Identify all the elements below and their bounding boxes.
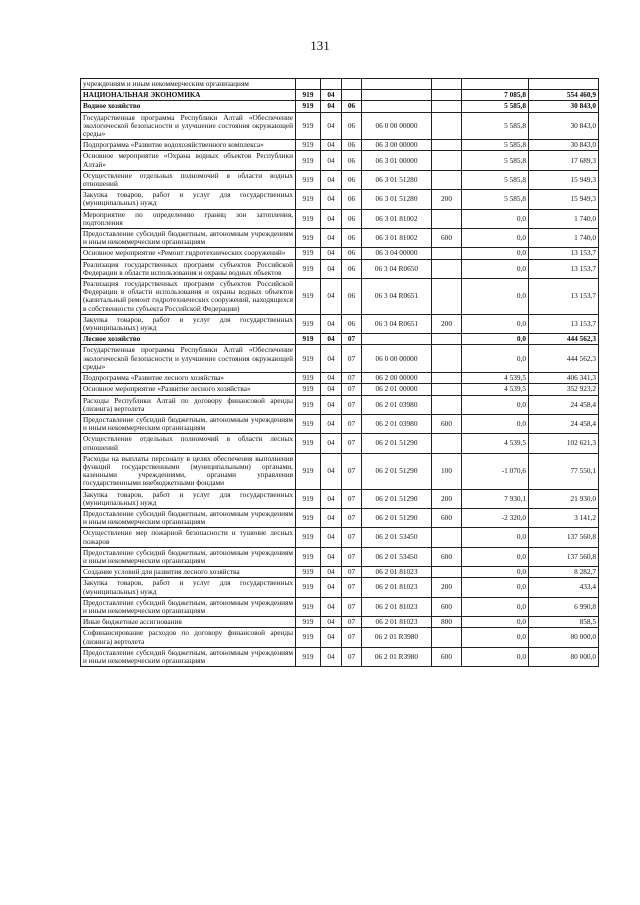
row-name-cell: Мероприятие по определению границ зон затопления, подтопления — [81, 209, 296, 228]
row-target-article-cell: 06 3 01 51280 — [362, 170, 432, 189]
row-total-amount-cell: 13 153,7 — [529, 248, 599, 259]
row-section-cell: 04 — [321, 528, 342, 547]
row-total-amount-cell: 13 153,7 — [529, 314, 599, 333]
row-total-amount-cell: 1 740,0 — [529, 229, 599, 248]
row-section-cell: 04 — [321, 112, 342, 140]
row-total-amount-cell: 15 949,3 — [529, 190, 599, 209]
table-row — [81, 345, 599, 373]
row-change-amount-cell: 0,0 — [462, 547, 529, 566]
row-subsection-cell: 06 — [342, 259, 362, 278]
row-target-article-cell: 06 2 01 03980 — [362, 395, 432, 414]
row-grbs-cell: 919 — [296, 647, 321, 666]
row-name-cell: Иные бюджетные ассигнования — [81, 617, 296, 628]
row-target-article-cell: 06 3 04 R0650 — [362, 259, 432, 278]
row-subsection-cell: 07 — [342, 597, 362, 616]
table-row — [81, 647, 599, 666]
row-change-amount-cell: 5 585,8 — [462, 190, 529, 209]
row-grbs-cell: 919 — [296, 489, 321, 508]
row-section-cell: 04 — [321, 434, 342, 453]
row-expense-type-cell: 600 — [432, 597, 462, 616]
row-subsection-cell: 06 — [342, 229, 362, 248]
row-change-amount-cell: 0,0 — [462, 628, 529, 647]
row-total-amount-cell: 24 458,4 — [529, 414, 599, 433]
row-change-amount-cell: 0,0 — [462, 314, 529, 333]
row-grbs-cell: 919 — [296, 259, 321, 278]
table-row — [81, 597, 599, 616]
row-name-cell: Закупка товаров, работ и услуг для государственных (муниципальных) нужд — [81, 190, 296, 209]
row-expense-type-cell — [432, 384, 462, 395]
row-grbs-cell: 919 — [296, 279, 321, 315]
row-expense-type-cell: 200 — [432, 578, 462, 597]
row-change-amount-cell: -1 070,6 — [462, 453, 529, 489]
row-total-amount-cell: 352 923,2 — [529, 384, 599, 395]
table-row — [81, 259, 599, 278]
row-section-cell: 04 — [321, 259, 342, 278]
row-name-cell: Основное мероприятие «Развитие лесного хозяйства» — [81, 384, 296, 395]
row-expense-type-cell — [432, 345, 462, 373]
row-subsection-cell — [342, 79, 362, 90]
row-subsection-cell: 07 — [342, 453, 362, 489]
row-change-amount-cell: 0,0 — [462, 647, 529, 666]
row-target-article-cell: 06 3 04 R0651 — [362, 279, 432, 315]
row-target-article-cell: 06 2 01 00000 — [362, 384, 432, 395]
row-subsection-cell: 07 — [342, 395, 362, 414]
row-expense-type-cell: 600 — [432, 647, 462, 666]
row-name-cell: Предоставление субсидий бюджетным, автономным учреждениям и иным некоммерческим организациям — [81, 647, 296, 666]
row-grbs-cell: 919 — [296, 414, 321, 433]
row-target-article-cell: 06 2 01 81023 — [362, 617, 432, 628]
row-change-amount-cell: 0,0 — [462, 279, 529, 315]
row-change-amount-cell: 0,0 — [462, 209, 529, 228]
row-name-cell: Предоставление субсидий бюджетным, автономным учреждениям и иным некоммерческим организациям — [81, 597, 296, 616]
table-row — [81, 229, 599, 248]
table-row — [81, 209, 599, 228]
row-expense-type-cell: 200 — [432, 489, 462, 508]
table-row — [81, 101, 599, 112]
row-total-amount-cell: 30 843,0 — [529, 140, 599, 151]
row-subsection-cell: 07 — [342, 628, 362, 647]
table-row — [81, 314, 599, 333]
row-change-amount-cell: 5 585,8 — [462, 101, 529, 112]
row-section-cell: 04 — [321, 628, 342, 647]
row-change-amount-cell: 0,0 — [462, 617, 529, 628]
row-total-amount-cell: 137 560,8 — [529, 547, 599, 566]
row-name-cell: Закупка товаров, работ и услуг для государственных (муниципальных) нужд — [81, 314, 296, 333]
row-target-article-cell — [362, 334, 432, 345]
row-target-article-cell: 06 2 01 03980 — [362, 414, 432, 433]
row-subsection-cell: 06 — [342, 190, 362, 209]
row-target-article-cell: 06 0 00 00000 — [362, 112, 432, 140]
row-expense-type-cell — [432, 112, 462, 140]
row-expense-type-cell — [432, 528, 462, 547]
row-grbs-cell: 919 — [296, 434, 321, 453]
table-row — [81, 170, 599, 189]
row-name-cell: Реализация государственных программ субъектов Российской Федерации в области использования и охраны водных объектов — [81, 259, 296, 278]
row-target-article-cell: 06 2 01 R3980 — [362, 628, 432, 647]
row-target-article-cell: 06 3 04 R0651 — [362, 314, 432, 333]
row-expense-type-cell — [432, 373, 462, 384]
row-total-amount-cell: 433,4 — [529, 578, 599, 597]
row-target-article-cell: 06 2 01 R3980 — [362, 647, 432, 666]
row-grbs-cell: 919 — [296, 151, 321, 170]
row-subsection-cell: 06 — [342, 151, 362, 170]
row-grbs-cell: 919 — [296, 101, 321, 112]
row-expense-type-cell — [432, 628, 462, 647]
row-subsection-cell: 06 — [342, 314, 362, 333]
row-grbs-cell: 919 — [296, 209, 321, 228]
table-row — [81, 547, 599, 566]
row-target-article-cell — [362, 101, 432, 112]
row-subsection-cell: 06 — [342, 279, 362, 315]
row-subsection-cell: 07 — [342, 414, 362, 433]
table-row — [81, 508, 599, 527]
row-target-article-cell: 06 3 04 00000 — [362, 248, 432, 259]
row-total-amount-cell: 858,5 — [529, 617, 599, 628]
row-change-amount-cell: 7 930,1 — [462, 489, 529, 508]
row-section-cell: 04 — [321, 567, 342, 578]
row-section-cell: 04 — [321, 140, 342, 151]
row-subsection-cell — [342, 90, 362, 101]
row-change-amount-cell: 0,0 — [462, 528, 529, 547]
row-section-cell: 04 — [321, 597, 342, 616]
row-name-cell: Софинансирование расходов по договору финансовой аренды (лизинга) вертолета — [81, 628, 296, 647]
row-target-article-cell — [362, 90, 432, 101]
row-change-amount-cell: 0,0 — [462, 229, 529, 248]
row-change-amount-cell: 0,0 — [462, 345, 529, 373]
row-grbs-cell: 919 — [296, 453, 321, 489]
table-row — [81, 617, 599, 628]
row-total-amount-cell: 406 341,3 — [529, 373, 599, 384]
row-grbs-cell: 919 — [296, 628, 321, 647]
row-total-amount-cell: 13 153,7 — [529, 259, 599, 278]
row-name-cell: Расходы Республики Алтай по договору финансовой аренды (лизинга) вертолета — [81, 395, 296, 414]
table-row — [81, 279, 599, 315]
row-change-amount-cell: 4 539,5 — [462, 434, 529, 453]
row-grbs-cell: 919 — [296, 140, 321, 151]
row-subsection-cell: 07 — [342, 578, 362, 597]
table-row — [81, 578, 599, 597]
row-target-article-cell: 06 2 01 53450 — [362, 528, 432, 547]
row-subsection-cell: 07 — [342, 489, 362, 508]
row-total-amount-cell: 444 562,3 — [529, 345, 599, 373]
row-expense-type-cell: 600 — [432, 229, 462, 248]
row-expense-type-cell: 600 — [432, 547, 462, 566]
row-target-article-cell: 06 2 01 51290 — [362, 434, 432, 453]
row-name-cell: учреждениям и иным некоммерческим организациям — [81, 79, 296, 90]
row-grbs-cell: 919 — [296, 508, 321, 527]
table-row — [81, 434, 599, 453]
row-name-cell: Расходы на выплаты персоналу в целях обеспечения выполнения функций государственными (муниципальными) органами, казенными учреждениями, органами управления государственными внебюджетными фондами — [81, 453, 296, 489]
row-total-amount-cell: 30 843,0 — [529, 101, 599, 112]
row-total-amount-cell: 21 930,0 — [529, 489, 599, 508]
row-expense-type-cell — [432, 434, 462, 453]
row-expense-type-cell: 100 — [432, 453, 462, 489]
row-total-amount-cell: 15 949,3 — [529, 170, 599, 189]
row-name-cell: НАЦИОНАЛЬНАЯ ЭКОНОМИКА — [81, 90, 296, 101]
row-expense-type-cell — [432, 101, 462, 112]
row-expense-type-cell — [432, 248, 462, 259]
row-total-amount-cell: 554 460,9 — [529, 90, 599, 101]
table-row — [81, 453, 599, 489]
row-subsection-cell: 07 — [342, 373, 362, 384]
row-target-article-cell: 06 3 01 81002 — [362, 229, 432, 248]
row-section-cell: 04 — [321, 647, 342, 666]
row-grbs-cell: 919 — [296, 229, 321, 248]
row-name-cell: Основное мероприятие «Ремонт гидротехнических сооружений» — [81, 248, 296, 259]
row-subsection-cell: 07 — [342, 547, 362, 566]
row-expense-type-cell: 600 — [432, 414, 462, 433]
row-expense-type-cell — [432, 334, 462, 345]
table-row — [81, 334, 599, 345]
row-target-article-cell: 06 2 01 53450 — [362, 547, 432, 566]
row-change-amount-cell: 0,0 — [462, 334, 529, 345]
row-subsection-cell: 07 — [342, 334, 362, 345]
row-change-amount-cell: 0,0 — [462, 414, 529, 433]
row-total-amount-cell: 102 621,3 — [529, 434, 599, 453]
row-target-article-cell: 06 2 01 81023 — [362, 578, 432, 597]
row-grbs-cell: 919 — [296, 112, 321, 140]
row-name-cell: Закупка товаров, работ и услуг для государственных (муниципальных) нужд — [81, 578, 296, 597]
row-subsection-cell: 07 — [342, 617, 362, 628]
table-row — [81, 112, 599, 140]
row-target-article-cell: 06 2 01 81023 — [362, 597, 432, 616]
table-row — [81, 248, 599, 259]
row-name-cell: Государственная программа Республики Алтай «Обеспечение экологической безопасности и улучшение состояния окружающей среды» — [81, 112, 296, 140]
row-total-amount-cell: 3 141,2 — [529, 508, 599, 527]
budget-table-body — [81, 79, 599, 667]
row-name-cell: Осуществление отдельных полномочий в области лесных отношений — [81, 434, 296, 453]
row-subsection-cell: 06 — [342, 140, 362, 151]
table-row — [81, 384, 599, 395]
row-section-cell: 04 — [321, 209, 342, 228]
row-total-amount-cell — [529, 79, 599, 90]
row-grbs-cell: 919 — [296, 190, 321, 209]
row-grbs-cell: 919 — [296, 248, 321, 259]
row-target-article-cell: 06 0 00 00000 — [362, 345, 432, 373]
row-name-cell: Подпрограмма «Развитие лесного хозяйства» — [81, 373, 296, 384]
row-subsection-cell: 07 — [342, 345, 362, 373]
row-change-amount-cell: 5 585,8 — [462, 140, 529, 151]
row-total-amount-cell: 6 990,8 — [529, 597, 599, 616]
table-row — [81, 373, 599, 384]
row-grbs-cell: 919 — [296, 314, 321, 333]
row-total-amount-cell: 17 689,3 — [529, 151, 599, 170]
row-target-article-cell: 06 2 01 81023 — [362, 567, 432, 578]
row-section-cell — [321, 79, 342, 90]
row-change-amount-cell: 4 539,5 — [462, 384, 529, 395]
row-grbs-cell: 919 — [296, 170, 321, 189]
table-row — [81, 151, 599, 170]
row-change-amount-cell: 4 539,5 — [462, 373, 529, 384]
table-row — [81, 395, 599, 414]
row-name-cell: Лесное хозяйство — [81, 334, 296, 345]
row-change-amount-cell: -2 320,0 — [462, 508, 529, 527]
row-grbs-cell: 919 — [296, 567, 321, 578]
row-subsection-cell: 06 — [342, 101, 362, 112]
row-subsection-cell: 07 — [342, 508, 362, 527]
row-expense-type-cell — [432, 209, 462, 228]
page-number: 131 — [310, 38, 330, 53]
row-name-cell: Государственная программа Республики Алтай «Обеспечение экологической безопасности и улучшение состояния окружающей среды» — [81, 345, 296, 373]
row-name-cell: Подпрограмма «Развитие водохозяйственного комплекса» — [81, 140, 296, 151]
row-expense-type-cell — [432, 170, 462, 189]
row-expense-type-cell — [432, 279, 462, 315]
row-name-cell: Закупка товаров, работ и услуг для государственных (муниципальных) нужд — [81, 489, 296, 508]
row-expense-type-cell: 200 — [432, 314, 462, 333]
row-section-cell: 04 — [321, 508, 342, 527]
row-total-amount-cell: 444 562,3 — [529, 334, 599, 345]
row-section-cell: 04 — [321, 617, 342, 628]
row-section-cell: 04 — [321, 170, 342, 189]
row-total-amount-cell: 30 843,0 — [529, 112, 599, 140]
row-subsection-cell: 06 — [342, 248, 362, 259]
row-total-amount-cell: 80 000,0 — [529, 647, 599, 666]
row-grbs-cell — [296, 79, 321, 90]
row-grbs-cell: 919 — [296, 617, 321, 628]
row-change-amount-cell: 0,0 — [462, 248, 529, 259]
row-grbs-cell: 919 — [296, 345, 321, 373]
row-section-cell: 04 — [321, 373, 342, 384]
row-grbs-cell: 919 — [296, 384, 321, 395]
row-change-amount-cell: 0,0 — [462, 578, 529, 597]
row-target-article-cell: 06 3 01 51280 — [362, 190, 432, 209]
row-name-cell: Основное мероприятие «Охрана водных объектов Республики Алтай» — [81, 151, 296, 170]
row-target-article-cell: 06 2 00 00000 — [362, 373, 432, 384]
row-name-cell: Предоставление субсидий бюджетным, автономным учреждениям и иным некоммерческим организациям — [81, 414, 296, 433]
table-row — [81, 528, 599, 547]
row-name-cell: Водное хозяйство — [81, 101, 296, 112]
row-total-amount-cell: 24 458,4 — [529, 395, 599, 414]
row-change-amount-cell: 5 585,8 — [462, 170, 529, 189]
row-target-article-cell — [362, 79, 432, 90]
row-section-cell: 04 — [321, 248, 342, 259]
row-section-cell: 04 — [321, 384, 342, 395]
row-section-cell: 04 — [321, 345, 342, 373]
row-expense-type-cell — [432, 151, 462, 170]
row-change-amount-cell: 0,0 — [462, 395, 529, 414]
row-section-cell: 04 — [321, 229, 342, 248]
row-section-cell: 04 — [321, 279, 342, 315]
row-grbs-cell: 919 — [296, 597, 321, 616]
row-change-amount-cell: 0,0 — [462, 259, 529, 278]
row-total-amount-cell: 1 740,0 — [529, 209, 599, 228]
table-row — [81, 90, 599, 101]
row-name-cell: Осуществление отдельных полномочий в области водных отношений — [81, 170, 296, 189]
row-section-cell: 04 — [321, 395, 342, 414]
row-change-amount-cell: 5 585,8 — [462, 151, 529, 170]
row-total-amount-cell: 137 560,8 — [529, 528, 599, 547]
row-section-cell: 04 — [321, 314, 342, 333]
row-expense-type-cell — [432, 140, 462, 151]
row-target-article-cell: 06 2 01 51290 — [362, 508, 432, 527]
row-subsection-cell: 07 — [342, 434, 362, 453]
table-row — [81, 190, 599, 209]
row-section-cell: 04 — [321, 151, 342, 170]
row-total-amount-cell: 13 153,7 — [529, 279, 599, 315]
row-expense-type-cell: 600 — [432, 508, 462, 527]
table-row — [81, 79, 599, 90]
row-section-cell: 04 — [321, 101, 342, 112]
row-target-article-cell: 06 3 01 00000 — [362, 151, 432, 170]
row-subsection-cell: 06 — [342, 170, 362, 189]
row-subsection-cell: 06 — [342, 209, 362, 228]
row-expense-type-cell — [432, 395, 462, 414]
row-change-amount-cell: 0,0 — [462, 567, 529, 578]
table-row — [81, 628, 599, 647]
row-name-cell: Создание условий для развития лесного хозяйства — [81, 567, 296, 578]
row-expense-type-cell — [432, 567, 462, 578]
row-section-cell: 04 — [321, 334, 342, 345]
row-section-cell: 04 — [321, 578, 342, 597]
row-grbs-cell: 919 — [296, 578, 321, 597]
row-name-cell: Предоставление субсидий бюджетным, автономным учреждениям и иным некоммерческим организациям — [81, 508, 296, 527]
row-section-cell: 04 — [321, 547, 342, 566]
row-section-cell: 04 — [321, 489, 342, 508]
row-change-amount-cell — [462, 79, 529, 90]
row-grbs-cell: 919 — [296, 547, 321, 566]
table-row — [81, 489, 599, 508]
row-grbs-cell: 919 — [296, 395, 321, 414]
row-subsection-cell: 07 — [342, 567, 362, 578]
row-name-cell: Осуществление мер пожарной безопасности и тушение лесных пожаров — [81, 528, 296, 547]
row-section-cell: 04 — [321, 90, 342, 101]
row-grbs-cell: 919 — [296, 334, 321, 345]
row-subsection-cell: 07 — [342, 528, 362, 547]
row-grbs-cell: 919 — [296, 528, 321, 547]
row-section-cell: 04 — [321, 414, 342, 433]
row-subsection-cell: 07 — [342, 647, 362, 666]
row-expense-type-cell — [432, 79, 462, 90]
row-expense-type-cell: 800 — [432, 617, 462, 628]
table-row — [81, 140, 599, 151]
row-total-amount-cell: 80 000,0 — [529, 628, 599, 647]
budget-table — [80, 78, 599, 667]
row-subsection-cell: 07 — [342, 384, 362, 395]
row-section-cell: 04 — [321, 190, 342, 209]
row-change-amount-cell: 7 085,8 — [462, 90, 529, 101]
row-name-cell: Реализация государственных программ субъектов Российской Федерации в области использования и охраны водных объектов (капитальный ремонт гидротехнических сооружений, находящихся в собственности субъекта Российской Федерации) — [81, 279, 296, 315]
row-expense-type-cell — [432, 259, 462, 278]
row-grbs-cell: 919 — [296, 373, 321, 384]
row-total-amount-cell: 77 550,1 — [529, 453, 599, 489]
row-total-amount-cell: 8 282,7 — [529, 567, 599, 578]
row-grbs-cell: 919 — [296, 90, 321, 101]
row-target-article-cell: 06 3 01 81002 — [362, 209, 432, 228]
row-name-cell: Предоставление субсидий бюджетным, автономным учреждениям и иным некоммерческим организациям — [81, 229, 296, 248]
row-target-article-cell: 06 2 01 51290 — [362, 453, 432, 489]
row-expense-type-cell: 200 — [432, 190, 462, 209]
row-name-cell: Предоставление субсидий бюджетным, автономным учреждениям и иным некоммерческим организациям — [81, 547, 296, 566]
row-target-article-cell: 06 2 01 51290 — [362, 489, 432, 508]
row-change-amount-cell: 0,0 — [462, 597, 529, 616]
table-row — [81, 414, 599, 433]
row-subsection-cell: 06 — [342, 112, 362, 140]
row-section-cell: 04 — [321, 453, 342, 489]
row-change-amount-cell: 5 585,8 — [462, 112, 529, 140]
row-expense-type-cell — [432, 90, 462, 101]
row-target-article-cell: 06 3 00 00000 — [362, 140, 432, 151]
table-row — [81, 567, 599, 578]
